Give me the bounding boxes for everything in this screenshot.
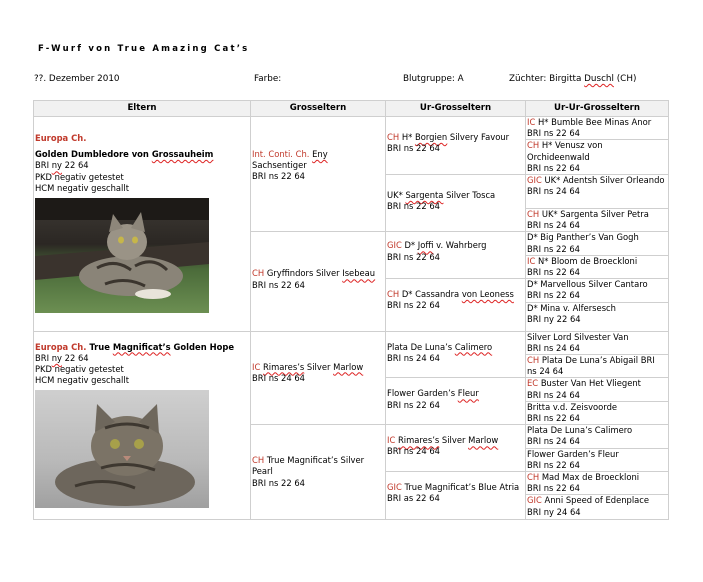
great-great-grandparent-12: Britta v.d. Zeisvoorde BRI ns 22 64 (526, 401, 669, 424)
great-great-grandparent-13: Plata De Luna’s Calimero BRI ns 24 64 (526, 425, 669, 448)
grandparent-2: CH Gryffindors Silver Isebeau BRI ns 22 64 (251, 232, 386, 331)
mother-title: Europa Ch. True Magnificat’s Golden Hope (35, 341, 235, 352)
father-pkd: PKD negativ getestet (35, 171, 124, 182)
father-hcm: HCM negativ geschallt (35, 182, 129, 193)
great-great-grandparent-4: CH UK* Sargenta Silver Petra BRI ns 24 64 (526, 209, 669, 232)
grandparent-3: IC Rimares’s Silver Marlow BRI ns 24 64 (251, 331, 386, 425)
breeder: Züchter: Birgitta Duschl (CH) (509, 74, 637, 84)
parent-father (34, 117, 251, 332)
great-great-grandparent-15: CH Mad Max de Broeckloni BRI ns 22 64 (526, 472, 669, 495)
mother-hcm: HCM negativ geschallt (35, 375, 129, 386)
great-grandparent-3: GIC D* Joffi v. Wahrberg BRI ns 22 64 (386, 232, 526, 279)
bloodgroup: Blutgruppe: A (403, 74, 464, 84)
color-label: Farbe: (254, 74, 282, 84)
great-grandparent-8: GIC True Magnificat’s Blue Atria BRI as 22 64 (386, 472, 526, 520)
great-great-grandparent-11: EC Buster Van Het Vliegent BRI ns 24 64 (526, 378, 669, 401)
great-great-grandparent-14: Flower Garden’s Fleur BRI ns 22 64 (526, 448, 669, 471)
great-grandparent-1: CH H* Borgien Silvery Favour BRI ns 22 64 (386, 117, 526, 175)
great-great-grandparent-9: Silver Lord Silvester Van BRI ns 24 64 (526, 331, 669, 354)
grandparent-4: CH True Magnificat’s Silver Pearl BRI ns 22 64 (251, 425, 386, 520)
great-great-grandparent-1: IC H* Bumble Bee Minas Anor BRI ns 22 64 (526, 117, 669, 140)
father-photo (35, 198, 209, 313)
great-great-grandparent-6: IC N* Bloom de Broeckloni BRI ns 22 64 (526, 255, 669, 278)
mother-pkd: PKD negativ getestet (35, 364, 124, 375)
great-great-grandparent-7: D* Marvellous Silver Cantaro BRI ns 22 64 (526, 279, 669, 302)
parent-mother (34, 331, 251, 520)
pedigree-table (33, 100, 669, 520)
great-grandparent-7: IC Rimares’s Silver Marlow BRI ns 24 64 (386, 425, 526, 472)
great-great-grandparent-3: GIC UK* Adentsh Silver Orleando BRI ns 24 64 (526, 175, 669, 209)
mother-photo (35, 390, 209, 508)
table-header-row (34, 101, 669, 117)
grandparent-1: Int. Conti. Ch. Eny Sachsentiger BRI ns 22 64 (251, 117, 386, 232)
great-grandparent-6: Flower Garden’s Fleur BRI ns 22 64 (386, 378, 526, 425)
father-title: Europa Ch. (35, 133, 87, 143)
mother-breed: BRI ny 22 64 (35, 352, 89, 363)
great-grandparent-4: CH D* Cassandra von Leoness BRI ns 22 64 (386, 279, 526, 331)
great-great-grandparent-5: D* Big Panther’s Van Gogh BRI ns 22 64 (526, 232, 669, 255)
great-grandparent-2: UK* Sargenta Silver Tosca BRI ns 22 64 (386, 175, 526, 232)
great-grandparent-5: Plata De Luna’s Calimero BRI ns 24 64 (386, 331, 526, 378)
great-great-grandparent-2: CH H* Venusz von Orchideenwald BRI ns 22 64 (526, 140, 669, 175)
great-great-grandparent-16: GIC Anni Speed of Edenplace BRI ny 24 64 (526, 495, 669, 520)
litter-date: ??. Dezember 2010 (34, 74, 120, 84)
col-header-great-great-grandparents: Ur-Ur-Grosseltern (526, 101, 669, 117)
father-breed: BRI ny 22 64 (35, 160, 89, 171)
father-name: Golden Dumbledore von Grossauheim (35, 149, 214, 160)
great-great-grandparent-8: D* Mina v. Alfersesch BRI ny 22 64 (526, 302, 669, 331)
col-header-grandparents: Grosseltern (251, 101, 386, 117)
col-header-great-grandparents: Ur-Grosseltern (386, 101, 526, 117)
great-great-grandparent-10: CH Plata De Luna’s Abigail BRI ns 24 64 (526, 355, 669, 378)
col-header-parents: Eltern (34, 101, 251, 117)
document-title: F-Wurf von True Amazing Cat’s (38, 44, 250, 54)
